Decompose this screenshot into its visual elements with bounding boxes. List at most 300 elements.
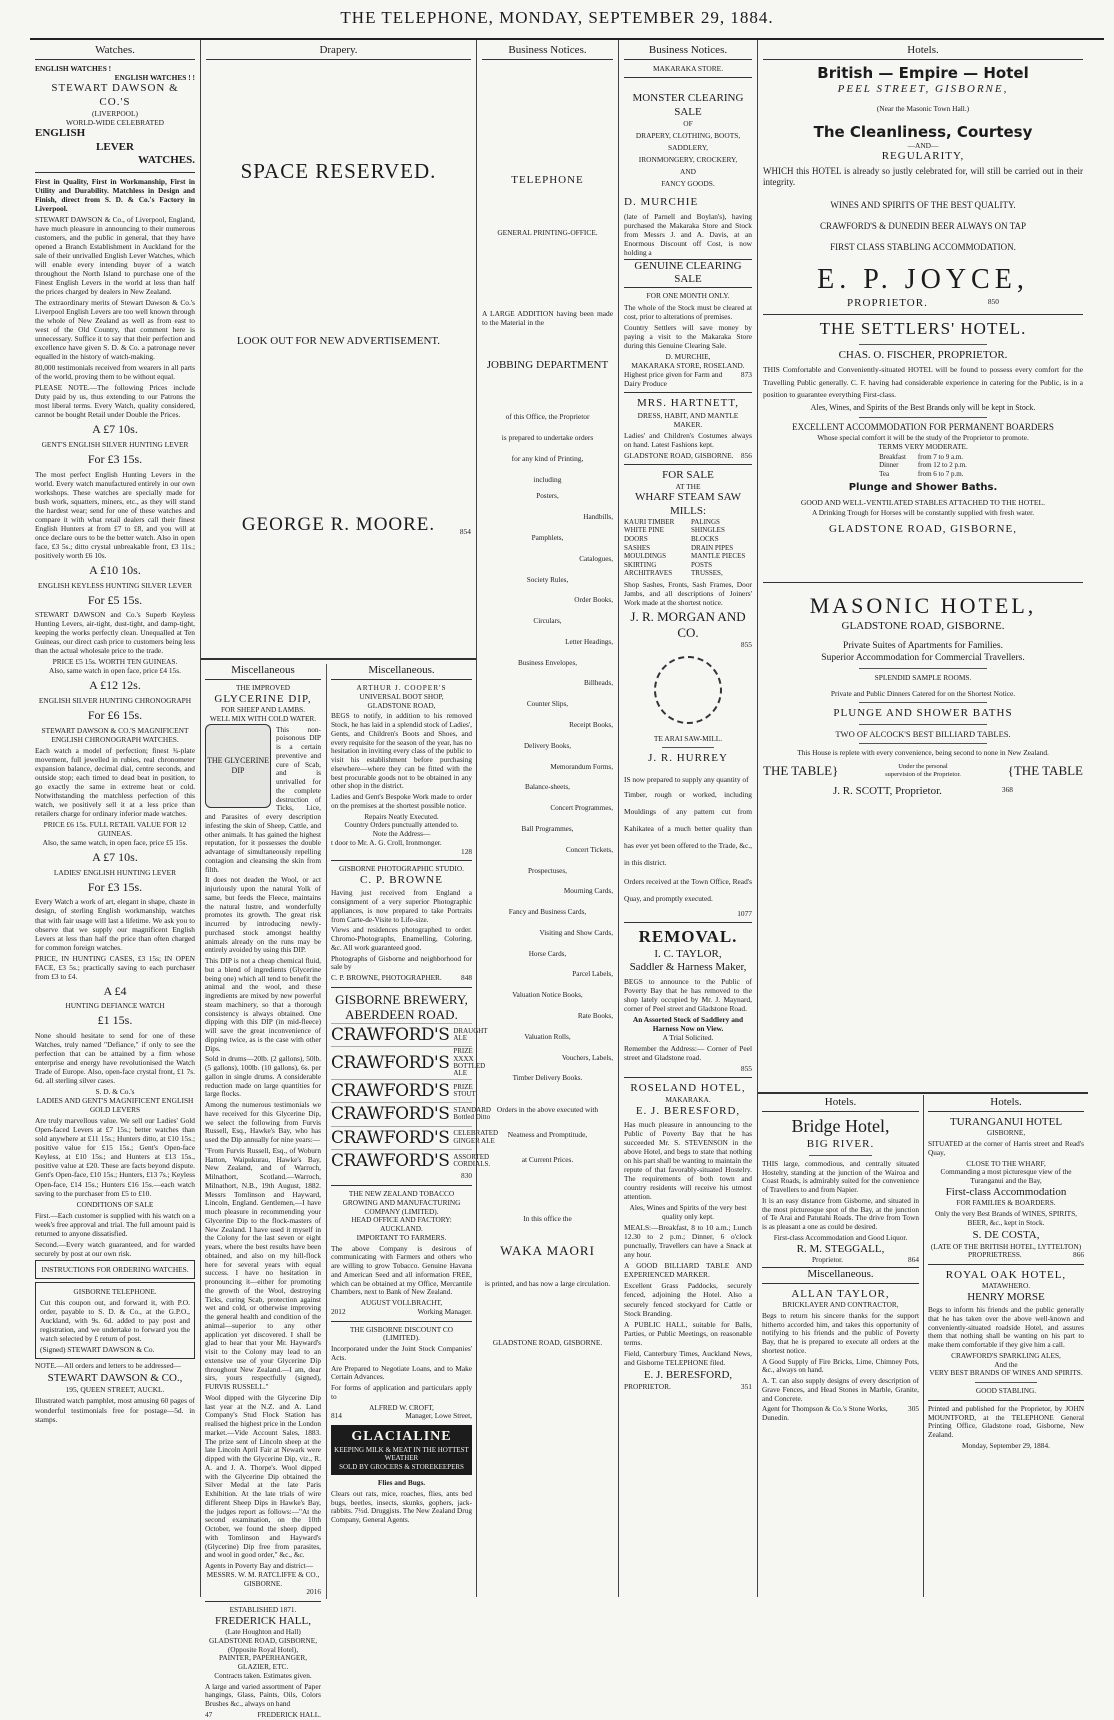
divider [758, 1092, 1088, 1094]
paragraph: Begs to return his sincere thanks for the support hitherto accorded him, and takes this opportunity of notifying to his friends and the public of Poverty Bay, that he is prepared to execute all orders at the shortest notice. [762, 1310, 919, 1355]
subheading: PAINTER, PAPERHANGER, [218, 1653, 308, 1663]
paragraph: Excellent Grass Paddocks, securely fenced, adjoining the Hotel. Also a securely fenced stockyard for Cattle or Stock Branding. [624, 1281, 752, 1318]
address: STEWART DAWSON & CO., [47, 1372, 183, 1385]
firm-location: (LIVERPOOL) [92, 109, 138, 119]
headline: ENGLISH WATCHES ! ! [114, 73, 195, 83]
subheading: Flies and Bugs. [377, 1478, 426, 1488]
timber-list-right [691, 518, 752, 578]
meal-row [873, 453, 973, 462]
paragraph: Remember the Address:— Corner of Peel street and Gladstone road. [624, 1043, 752, 1063]
subheading: OF [683, 119, 693, 129]
timber-item: SKIRTING [624, 560, 657, 569]
advertiser-name: E. J. BERESFORD, [635, 1104, 741, 1117]
beer-row [331, 1102, 491, 1125]
divider [975, 1382, 1037, 1383]
divider [859, 724, 987, 725]
paragraph: "From Furvis Russell, Esq., of Woburn Hatton, Waipukurau, Hawke's Bay, New Zealand, and of Warroch, Milnathort, Scotland.—Warroch, Milnathort, N.B., 19th August, 1882. Messrs Tomlinson and Hayward, Lincoln, England. Gentlemen,—I have much pleasure in recommending your Glycerine Dip to the flock-masters of New Zealand. I have used it myself in the Colony for the last seven or eight years, where the best results have been obtained, and also on my hill-flock here for several years with equal success. I have no hesitation in pronouncing it—either for promoting the growth of the Wool, destroying Ticks, curing Scab, protection against wet and cold, or otherwise improving the general health and condition of the animal—superior to any other application yet discovered. I shall be glad to hear that your Mr. Hayward's visit to the Colony may lead to an extensive use of your Glycerine Dip throughout New Zealand.—I am, dear sirs, yours respectfully (signed), FURVIS RUSSELL." [205, 1145, 321, 1392]
subheading: THE IMPROVED [235, 683, 291, 693]
price-line: Also, same watch in open face, price £4 15s. [49, 666, 181, 676]
paragraph: First.—Each customer is supplied with his watch on a week's free approval and trial. The full amount paid is returned to anyone dissatisfied. [35, 1210, 195, 1238]
subheading: WELL MIX WITH COLD WATER. [209, 713, 317, 723]
price: A £10 10s. [89, 562, 141, 577]
ad-number: 848 [461, 973, 472, 983]
subheading: ENGLISH SILVER HUNTING CHRONOGRAPH [38, 696, 192, 706]
hotels-lower-right [924, 1096, 1088, 1596]
meal-cell: from 7 to 9 a.m. [917, 452, 964, 461]
subheading: GLADSTONE ROAD, [367, 700, 436, 710]
paragraph: Sold in drums—20lb. (2 gallons), 50lb. (5 gallons), 100lb. (10 gallons), 6s. per gallon in single drums. A considerable reduction made on large quantities for large flocks. [205, 1054, 321, 1099]
brand-name: CRAWFORD'S [331, 1052, 450, 1073]
sale-heading: GENUINE CLEARING SALE [624, 259, 752, 288]
paragraph: Ladies' and Children's Costumes always on hand. Latest Fashions kept. [624, 430, 752, 449]
signature-line [624, 1382, 752, 1391]
subheading: CRAWFORD'S SPARKLING ALES, [951, 1350, 1061, 1360]
coupon-signature: (Signed) STEWART DAWSON & Co. [40, 1344, 155, 1354]
proprietor-line [763, 785, 1083, 798]
divider [331, 1321, 472, 1322]
column-heading: Hotels. [762, 1096, 919, 1112]
sawblade-illustration [654, 656, 722, 724]
trade: Saddler & Harness Maker, [629, 961, 747, 974]
tin-label: THE GLYCERINE DIP [206, 756, 270, 775]
subheading: Country Orders punctually attended to. [344, 820, 459, 830]
hotel-name: ROSELAND HOTEL, [630, 1082, 746, 1095]
printing-item: Memorandum Forms, [550, 762, 613, 771]
subheading: for any kind of Printing, [511, 454, 584, 464]
headline: ENGLISH WATCHES ! [35, 64, 112, 74]
paragraph: A Good Supply of Fire Bricks, Lime, Chimney Pots, &c., always on hand. [762, 1356, 919, 1375]
subheading: MAKARAKA STORE. [652, 64, 724, 74]
divider [331, 1185, 472, 1186]
subheading: is prepared to undertake orders [501, 433, 594, 443]
beer-type: PRIZE STOUT [453, 1082, 476, 1099]
paragraph: Views and residences photographed to order. Chromo-Photographs, Enamelling, Coloring, &c. All work guaranteed good. [331, 925, 472, 952]
paragraph: This DIP is not a cheap chemical fluid, but a blend of ingredients (Glycerine being one) which all tend to benefit the animal and the wool, and these ingredients are mixed by new powerful steam machinery, so that a thorough consistency is always obtained. One dipping with this DIP (in mid-fleece) will save the great inconvenience of dipping twice, as is the case with other Dips. [205, 956, 321, 1053]
advertiser-name: GEORGE R. MOORE. [241, 514, 436, 536]
note: Under the personal supervision of the Proprietor. [885, 763, 961, 779]
timber-item: SHINGLES [691, 526, 725, 535]
divider [624, 392, 752, 393]
paragraph: Shop Sashes, Fronts, Sash Frames, Door Jambs, and all descriptions of Joiners' Work made at the shortest notice. [624, 579, 752, 607]
divider [859, 668, 987, 669]
slogan: REGULARITY, [881, 150, 965, 163]
paragraph: Second.—Every watch guaranteed, and for warded securely by post at our own risk. [35, 1239, 195, 1258]
brand-name: CRAWFORD'S [331, 1104, 450, 1125]
printing-item: Billheads, [584, 679, 613, 688]
divider [35, 172, 195, 173]
printing-item: Mourning Cards, [563, 887, 613, 896]
notice-line [624, 370, 752, 388]
proprietor-name: R. M. STEGGALL, [796, 1242, 885, 1255]
subheading: TERMS VERY MODERATE. [878, 441, 968, 451]
agent-note: Agent for Thompson & Co.'s Stone Works, Dunedin. [762, 1404, 888, 1423]
subheading: TE ARAI SAW-MILL. [653, 733, 723, 743]
divider [763, 314, 1083, 315]
paragraph: THIS Comfortable and Conveniently-situated HOTEL will be found to possess every comfort for the Travelling Public generally. C. F. having had considerable experience in catering for the Public, is in a position to guarantee everything First-class. [763, 365, 1083, 399]
subheading: of this Office, the Proprietor [505, 412, 590, 422]
notice-line [624, 451, 752, 460]
price: For £3 15s. [87, 879, 143, 894]
paragraph: SITUATED at the corner of Harris street and Read's Quay, [928, 1139, 1084, 1157]
agent-line [762, 1405, 919, 1423]
table-label: {THE TABLE [1007, 763, 1083, 779]
subheading: IRONMONGERY, CROCKERY, [638, 155, 738, 165]
paragraph: First in Quality, First in Workmanship, First in Utility and Durability. Matchless in Design and Finish, direct from S. D. & Co.'s Factory in Liverpool. [35, 176, 195, 213]
imprint: Printed and published for the Proprietor, by JOHN MOUNTFORD, at the TELEPHONE General Printing Office, Gladstone road, Gisborne, New Zealand. [928, 1403, 1084, 1440]
meal-cell: from 6 to 7 p.m. [917, 469, 964, 478]
paragraph: Each watch a model of perfection; finest ¾-plate movement, full jewelled in rubies, real chronometer expansion balance, decimal dial, centre seconds, and outside stop; each timed to dead beat in position, to go exactly the same in extreme heat or cold. Notwithstanding the matchless perfection of this watch, we positively sell it at a less price than retailers charge for ordinary inferior made watches. [35, 745, 195, 819]
paragraph: A. T. can also supply designs of every description of Grave Fences, and Head Stones in Marble, Granite, and Concrete. [762, 1376, 919, 1403]
divider [331, 860, 472, 861]
table-line [763, 763, 1083, 779]
order-coupon [35, 1282, 195, 1359]
paragraph: STEWART DAWSON & Co., of Liverpool, England, have much pleasure in announcing to their numerous customers, and the public in general, that they have opened a Branch Establishment in Auckland for the sale of their unrivalled English Lever Watches, which will enable every intending buyer of a watch throughout the North Island to purchase one of the Finest English Levers in the world at less than half the prices charged by dealers in New Zealand. [35, 214, 195, 296]
paragraph: A PUBLIC HALL, suitable for Balls, Parties, or Public Meetings, on reasonable terms. [624, 1319, 752, 1347]
sale-heading: FOR SALE [662, 468, 714, 481]
column-heading: Business Notices. [482, 44, 613, 60]
paragraph: A large and varied assortment of Paper hangings, Glass, Paints, Oils, Colors Brushes &c., always on hand [205, 1681, 321, 1709]
column-heading: Drapery. [206, 44, 471, 60]
paragraph: STEWART DAWSON and Co.'s Superb Keyless Hunting Levers, air-tight, dust-tight, and damp-tight, keeping the works perfectly clean. Unequalled at Ten Guineas, our direct cash price to customers being less than the actual wholesale price to the trade. [35, 610, 195, 656]
paragraph: Field, Canterbury Times, Auckland News, and Gisborne TELEPHONE filed. [624, 1348, 752, 1367]
brand-name: CRAWFORD'S [331, 1127, 450, 1148]
paragraph: NOTE.—All orders and letters to be addressed— [35, 1361, 181, 1370]
paragraph: A LARGE ADDITION having been made to the Material in the [482, 308, 613, 327]
ad-number: 305 [908, 1404, 919, 1414]
subheading: EXCELLENT ACCOMMODATION FOR PERMANENT BOARDERS [792, 421, 1054, 432]
paragraph: Begs to inform his friends and the public generally that he has taken over the above well-known and conveniently-situated roadside Hotel, and assures them that nothing shall be wanting on his part to make them comfortable if they give him a call. [928, 1305, 1084, 1350]
agents: MESSRS. W. M. RATCLIFFE & CO., [206, 1569, 320, 1579]
signature: E. J. BERESFORD, [643, 1368, 733, 1381]
notice: Highest price given for Farm and Dairy Produce [624, 370, 723, 389]
slogan: The Cleanliness, Courtesy [813, 123, 1033, 142]
imprint-date: Monday, September 29, 1884. [962, 1440, 1050, 1450]
timber-item: ARCHITRAVES [624, 569, 673, 578]
divider [928, 1400, 1084, 1401]
dip-tin-image [205, 724, 271, 808]
tagline: SOLD BY GROCERS & STOREKEEPERS [339, 1462, 464, 1471]
subheading: LADIES' ENGLISH HUNTING LEVER [53, 867, 177, 877]
printing-column [477, 44, 618, 1604]
timber-item: MOULDINGS [624, 552, 666, 561]
printing-item: Valuation Notice Books, [512, 991, 583, 1000]
subheading: SADDLERY, [668, 143, 708, 153]
hotel-name: Bridge Hotel, [791, 1116, 890, 1137]
subheading: GENERAL PRINTING-OFFICE. [497, 227, 598, 237]
divider [859, 417, 987, 418]
subheading: is printed, and has now a large circulation. [484, 1279, 611, 1289]
hotels-lower-left [758, 1096, 923, 1596]
subheading: THE NEW ZEALAND TOBACCO GROWING AND MANUFACTURING COMPANY (LIMITED). [342, 1189, 461, 1216]
subheading: AT THE [675, 482, 701, 492]
divider [928, 1264, 1084, 1265]
timber-item: MANTLE PIECES [691, 552, 746, 561]
hotel-name: THE SETTLERS' HOTEL. [819, 319, 1027, 339]
timber-item: POSTS [691, 560, 713, 569]
advertiser-name: ARTHUR J. COOPER'S [356, 683, 447, 693]
signature: PROPRIETOR. [624, 1382, 671, 1392]
subheading: Private and Public Dinners Catered for on the Shortest Notice. [830, 688, 1016, 698]
printing-item: Rate Books, [577, 1011, 613, 1020]
subheading: MAKARAKA. [665, 1095, 711, 1105]
subheading: (Near the Masonic Town Hall.) [876, 104, 970, 114]
timber-item: SASHES [624, 543, 651, 552]
printing-item: Fancy and Business Cards, [508, 908, 587, 917]
paragraph: Ales, Wines and Spirits of the very best quality only kept. [629, 1203, 747, 1222]
subheading: A Trial Solicited. [662, 1032, 714, 1042]
headline: ENGLISH [35, 127, 86, 140]
misc-column-2 [326, 664, 499, 1599]
advertiser-name: I. C. TAYLOR, [654, 947, 722, 960]
price: £1 15s. [97, 1013, 133, 1028]
timber-item: TRUSSES, [691, 569, 723, 578]
price-line: PRICE £5 15s. WORTH TEN GUINEAS. [52, 657, 178, 667]
paragraph: Are truly marvellous value. We sell our Ladies' Gold Open-faced Levers at £7 15s.; better watches than sold anywhere at £11 15s.; Hunters ditto, at £10 15s.; positive value for £15 15s.; Gent's Open-face Keyless, at £10 15s.; and Hunters at £13 15s., positive value at £20. These are facts beyond dispute. Gent's Open-face, £10 15s.; Hunters, £13 7s.; Keyless Open-face, £14 15s.; Hunters £16 15s.—each watch saving to the purchaser from £5 to £10. [35, 1116, 195, 1198]
timber-list [624, 518, 752, 578]
paragraph: Illustrated watch pamphlet, most amusing 60 pages of wonderful testimonials free for postage—5d. in stamps. [35, 1396, 195, 1424]
subheading: And the [994, 1359, 1018, 1369]
meal-cell: Tea [879, 469, 890, 478]
subheading: GLADSTONE ROAD, GISBORNE, [208, 1635, 318, 1645]
office-name: TELEPHONE [511, 174, 584, 187]
timber-item: PALINGS [691, 517, 720, 526]
subheading: CRAWFORD'S & DUNEDIN BEER ALWAYS ON TAP [819, 220, 1027, 231]
paragraph: The above Company is desirous of communicating with Farmers and others who are willing to grow Tobacco. Genuine Havana and American Seed and all information FREE, which can be obtained at my Office, Mercantile Chambers, next to Bank of New Zealand. [331, 1243, 472, 1297]
signature-line [331, 1412, 472, 1421]
printing-item: Society Rules, [526, 575, 569, 584]
beer-type: ASSORTED CORDIALS. [453, 1152, 491, 1169]
signature: Manager, Lowe Street, [405, 1411, 472, 1421]
brand-name: CRAWFORD'S [331, 1151, 450, 1171]
brand-name: CRAWFORD'S [331, 1025, 450, 1046]
headline: LEVER [96, 140, 134, 153]
meal-row [873, 461, 973, 470]
subheading: THE GISBORNE DISCOUNT CO (LIMITED). [349, 1324, 454, 1343]
divider [859, 743, 987, 744]
printing-item: Horse Cards, [528, 949, 567, 958]
subheading: DRESS, HABIT, AND MANTLE MAKER. [637, 410, 739, 429]
ad-number: 351 [740, 1382, 752, 1392]
paragraph: Cut this coupon out, and forward it, with P.O. order, payable to S. D. & Co., at the G.P.O., Auckland, with 9s. 6d. added to pay post and registration, and we undertake to forward you the watch selected by £ return of post. [40, 1297, 190, 1343]
agents: GISBORNE. [243, 1578, 283, 1588]
subheading: Contracts taken. Estimates given. [214, 1670, 312, 1680]
printing-list [482, 492, 613, 1083]
subheading: Private Suites of Apartments for Families. [843, 641, 1003, 652]
printing-item: Circulars, [533, 617, 562, 626]
ad-number: 368 [1001, 785, 1013, 795]
price: For £3 15s. [87, 452, 143, 467]
coupon-heading: GISBORNE TELEPHONE. [73, 1286, 157, 1296]
price: For £6 15s. [87, 708, 143, 723]
ad-number: 2016 [306, 1587, 321, 1597]
divider [624, 1077, 752, 1078]
space-reserved: SPACE RESERVED. [240, 159, 437, 184]
paragraph: For forms of application and particulars apply to [331, 1383, 472, 1401]
divider [624, 77, 752, 78]
subheading: Superior Accommodation for Commercial Travellers. [821, 652, 1025, 663]
timber-item: DOORS [624, 535, 648, 543]
paragraph: PLEASE NOTE.—The following Prices include Duty paid by us, thus extending to our Patrons the most liberal terms. Every Watch, quality considered, cannot be bought Retail under Double the Prices. [35, 383, 195, 420]
advertiser-name: FREDERICK HALL. [257, 1709, 321, 1719]
subheading: S. D. & Co.'s [95, 1087, 135, 1097]
mill-name: WHARF STEAM SAW MILLS: [634, 491, 742, 517]
timber-list-left [624, 518, 685, 578]
proprietor-name: E. P. JOYCE, [817, 263, 1029, 295]
firm-name: STEWART DAWSON & CO.'S [51, 82, 179, 108]
price: A £4 [103, 983, 127, 998]
ad-number: 873 [740, 370, 752, 380]
subheading: AND [679, 167, 696, 177]
paragraph: Having just received from England a consignment of a very superior Photographic appliances, is now prepared to take Portraits from Carte-de-Visite to Life-size. [331, 888, 472, 924]
paragraph: Country Settlers will save money by paying a visit to the Makaraka Store during this Genuine Clearing Sale. [624, 322, 752, 350]
subheading: PLUNGE AND SHOWER BATHS [833, 706, 1013, 719]
advertiser-name: J. R. MORGAN AND CO. [630, 608, 746, 640]
subheading: FIRST CLASS STABLING ACCOMMODATION. [830, 241, 1016, 252]
subheading: IMPORTANT TO FARMERS. [356, 1232, 447, 1242]
timber-item: DRAIN PIPES [691, 543, 734, 552]
subheading: ENGLISH KEYLESS HUNTING SILVER LEVER [37, 580, 193, 590]
address: BIG RIVER. [806, 1137, 875, 1150]
address: GLADSTONE ROAD, GISBORNE. [624, 450, 734, 460]
subheading: FOR ONE MONTH ONLY. [646, 290, 730, 300]
beer-row [331, 1126, 499, 1149]
proprietor-title: PROPRIETRESS. [968, 1250, 1022, 1260]
ad-number: 866 [1073, 1250, 1084, 1260]
beer-row [331, 1023, 488, 1046]
table-label: THE TABLE} [763, 763, 839, 779]
signature-line [331, 1308, 472, 1317]
address: MATAWHERO. [981, 1281, 1031, 1291]
subheading: GLAZIER, ETC. [237, 1662, 289, 1672]
product-name: GLYCERINE DIP, [214, 692, 312, 705]
drapery-column [201, 44, 476, 654]
brand-name: CRAWFORD'S [331, 1080, 450, 1101]
agents: Agents in Poverty Bay and district— [205, 1561, 314, 1571]
subheading: VERY BEST BRANDS OF WINES AND SPIRITS. [929, 1368, 1083, 1378]
paragraph: None should hesitate to send for one of these Watches, truly named "Defiance," if only to see the perfection that can be attained by a firm whose enterprise and energy have revolutionised the Watch Trade of Europe. Also, open-face crystal front, £1 7s. 6d. all sterling silver cases. [35, 1031, 195, 1086]
ad-number: 1077 [737, 909, 752, 919]
subheading: DRAPERY, CLOTHING, BOOTS, [635, 131, 741, 141]
printing-item: Catalogues, [579, 554, 613, 563]
divider [624, 464, 752, 465]
hotel-name: MASONIC HOTEL, [809, 593, 1037, 619]
address: GLADSTONE ROAD, GISBORNE, [829, 522, 1017, 535]
address: GLADSTONE ROAD, GISBORNE. [492, 1338, 603, 1348]
subheading: FANCY GOODS. [661, 179, 715, 189]
ad-number: 128 [461, 846, 472, 856]
subheading: FOR SHEEP AND LAMBS. [220, 705, 306, 715]
column-heading: Business Notices. [624, 44, 752, 60]
meal-times-table [873, 453, 973, 479]
printing-item: Pamphlets, [531, 534, 564, 542]
paragraph: Are Prepared to Negotiate Loans, and to Make Certain Advances. [331, 1363, 472, 1382]
proprietor-name: J. R. SCOTT, Proprietor. [833, 785, 942, 798]
price: For £5 15s. [87, 592, 143, 607]
subheading: BRICKLAYER AND CONTRACTOR, [782, 1300, 899, 1310]
footer-line [205, 1711, 321, 1720]
subheading: GISBORNE PHOTOGRAPHIC STUDIO. [339, 864, 464, 874]
hotel-name: TURANGANUI HOTEL [949, 1116, 1063, 1129]
column-heading: Hotels. [763, 44, 1083, 60]
paragraph: Incorporated under the Joint Stock Companies' Acts. [331, 1344, 472, 1362]
subheading: First-class Accommodation [945, 1185, 1067, 1198]
address: 195, QUEEN STREET, AUCKL. [65, 1385, 165, 1395]
printing-item: Balance-sheets, [525, 783, 570, 792]
paragraph: WHICH this HOTEL is already so justly celebrated for, will still be carried out in their integrity. [763, 165, 1083, 187]
signature: AUGUST VOLLBRACHT, [360, 1298, 443, 1308]
advertiser-name: D. MURCHIE [624, 196, 699, 209]
paragraph: The extraordinary merits of Stewart Dawson & Co.'s Liverpool English Levers are too well known through the whole of New Zealand as well as from east to west of the Old Country, that comment here is unnecessary. Suffice it to say that their perfection and excellence have given S. D. & Co. a patronage never equalled in the history of watch-making. [35, 297, 195, 362]
printing-item: Business Envelopes, [517, 658, 578, 667]
subheading: at Current Prices. [521, 1155, 574, 1165]
printing-item: Timber Delivery Books. [512, 1074, 583, 1083]
ad-number: 830 [461, 1171, 472, 1181]
business-column [619, 44, 757, 1604]
divider [205, 1601, 321, 1602]
notice: LOOK OUT FOR NEW ADVERTISEMENT. [236, 335, 441, 348]
signature: Working Manager. [417, 1306, 472, 1316]
divider [662, 747, 713, 748]
meal-cell: from 12 to 2 p.m. [917, 461, 967, 470]
headline: WATCHES. [138, 154, 195, 167]
advertiser-name: C. P. BROWNE [360, 874, 443, 887]
beer-row [331, 1046, 486, 1078]
brewery-address: ABERDEEN ROAD. [345, 1007, 458, 1023]
signature: D. MURCHIE, [665, 352, 711, 361]
divider [859, 344, 987, 345]
tagline: KEEPING MILK & MEAT IN THE HOTTEST WEATHER [334, 1445, 469, 1463]
column-heading: Miscellaneous. [762, 1267, 919, 1284]
proprietor-name: S. DE COSTA, [972, 1229, 1040, 1242]
signature: ALFRED W. CROFT, [369, 1402, 434, 1412]
subheading: A Drinking Trough for Horses will be constantly supplied with fresh water. [811, 507, 1035, 517]
price: A £12 12s. [89, 678, 141, 693]
paragraph: IS now prepared to supply any quantity of [624, 774, 749, 784]
subheading: An Assorted Stock of Saddlery and Harness Now on View. [632, 1014, 744, 1033]
printing-item: Vouchers, Labels, [561, 1053, 613, 1062]
subheading: SPLENDID SAMPLE ROOMS. [874, 673, 972, 683]
address: MAKARAKA STORE, ROSELAND. [631, 361, 745, 371]
beer-type: CELEBRATED GINGER ALE [453, 1129, 499, 1145]
subheading: CLOSE TO THE WHARF, [966, 1158, 1046, 1168]
ad-number: 854 [459, 526, 471, 536]
proprietor-line [762, 1256, 919, 1265]
subheading: Ales, Wines, and Spirits of the Best Brands only will be kept in Stock. [810, 402, 1036, 412]
divider [201, 658, 476, 660]
paragraph: The most perfect English Hunting Levers in the world. Every watch manufactured entirely in our own workshops. These watches are specially made for bush work, squatters, miners, etc., as they will stand the hardest wear; send for one of these watches and compare it with what retail dealers call their finest English Hunters at from £7 to £8, and you will at once declare ours to be the better watch. Also in open face, £3 5s.; ditto crystal unbreakable front, £3 11s.; positively worth £6 10s. [35, 469, 195, 560]
paragraph: Only the very Best Brands of WINES, SPIRITS, BEER, &c., kept in Stock. [935, 1208, 1077, 1227]
beer-type: DRAUGHT ALE [453, 1026, 488, 1043]
subheading: WORLD-WIDE CELEBRATED [66, 118, 164, 128]
proprietor-line [763, 297, 1083, 310]
address: PEEL STREET, GISBORNE, [837, 82, 1009, 95]
printing-item: Posters, [536, 492, 559, 501]
paragraph: Ladies and Gent's Bespoke Work made to order on the premises at the shortest possible notice. [331, 792, 472, 810]
subheading: GOOD STABLING. [975, 1386, 1037, 1396]
paragraph: MEALS:—Breakfast, 8 to 10 a.m.; Lunch 12.30 to 2 p.m.; Dinner, 6 o'clock punctually, Travellers can have a Snack at any hour. [624, 1223, 752, 1260]
paragraph: THIS large, commodious, and centrally situated Hostelry, standing at the junction of the Wairoa and Coast Roads, is admirably suited for the convenience of Travellers to and from Napier. [762, 1158, 919, 1195]
paragraph: Wool dipped with the Glycerine Dip last year at the N.Z. and A. Land Company's Stud Flock Station has realised the highest price in the London market.—Vide Account Sales, 1883. The prize sent of Lincoln sheep at the late Lincoln April Fair at Newark were dipped with the Glycerine Dip, viz., R. A. and J. A. Thorpe's. Wool dipped with the Glycerine Dip obtained the Silver Medal at the late Paris Exhibition. At the late trials of wire different Sheep Dips in Hawke's Bay, the judges report as follows:—"At the second examination, on the 10th October, we found the sheep dipped with Tomlinson and Hayward's (Glycerine) Dip free from parasites, and wool in good order," &c., &c. [205, 1392, 321, 1560]
brewery-name: GISBORNE BREWERY, [335, 991, 468, 1007]
printing-item: Delivery Books, [523, 741, 572, 750]
hotel-name: ROYAL OAK HOTEL, [945, 1269, 1067, 1281]
subheading: FOR FAMILIES & BOARDERS. [956, 1198, 1056, 1208]
subheading: JOBBING DEPARTMENT [486, 358, 609, 371]
subheading: (Late Houghton and Hall) [225, 1627, 301, 1637]
subheading: Orders in the above executed with [496, 1105, 599, 1115]
column-heading: Miscellaneous. [331, 664, 472, 680]
masthead: THE TELEPHONE, MONDAY, SEPTEMBER 29, 1884. [340, 8, 774, 27]
